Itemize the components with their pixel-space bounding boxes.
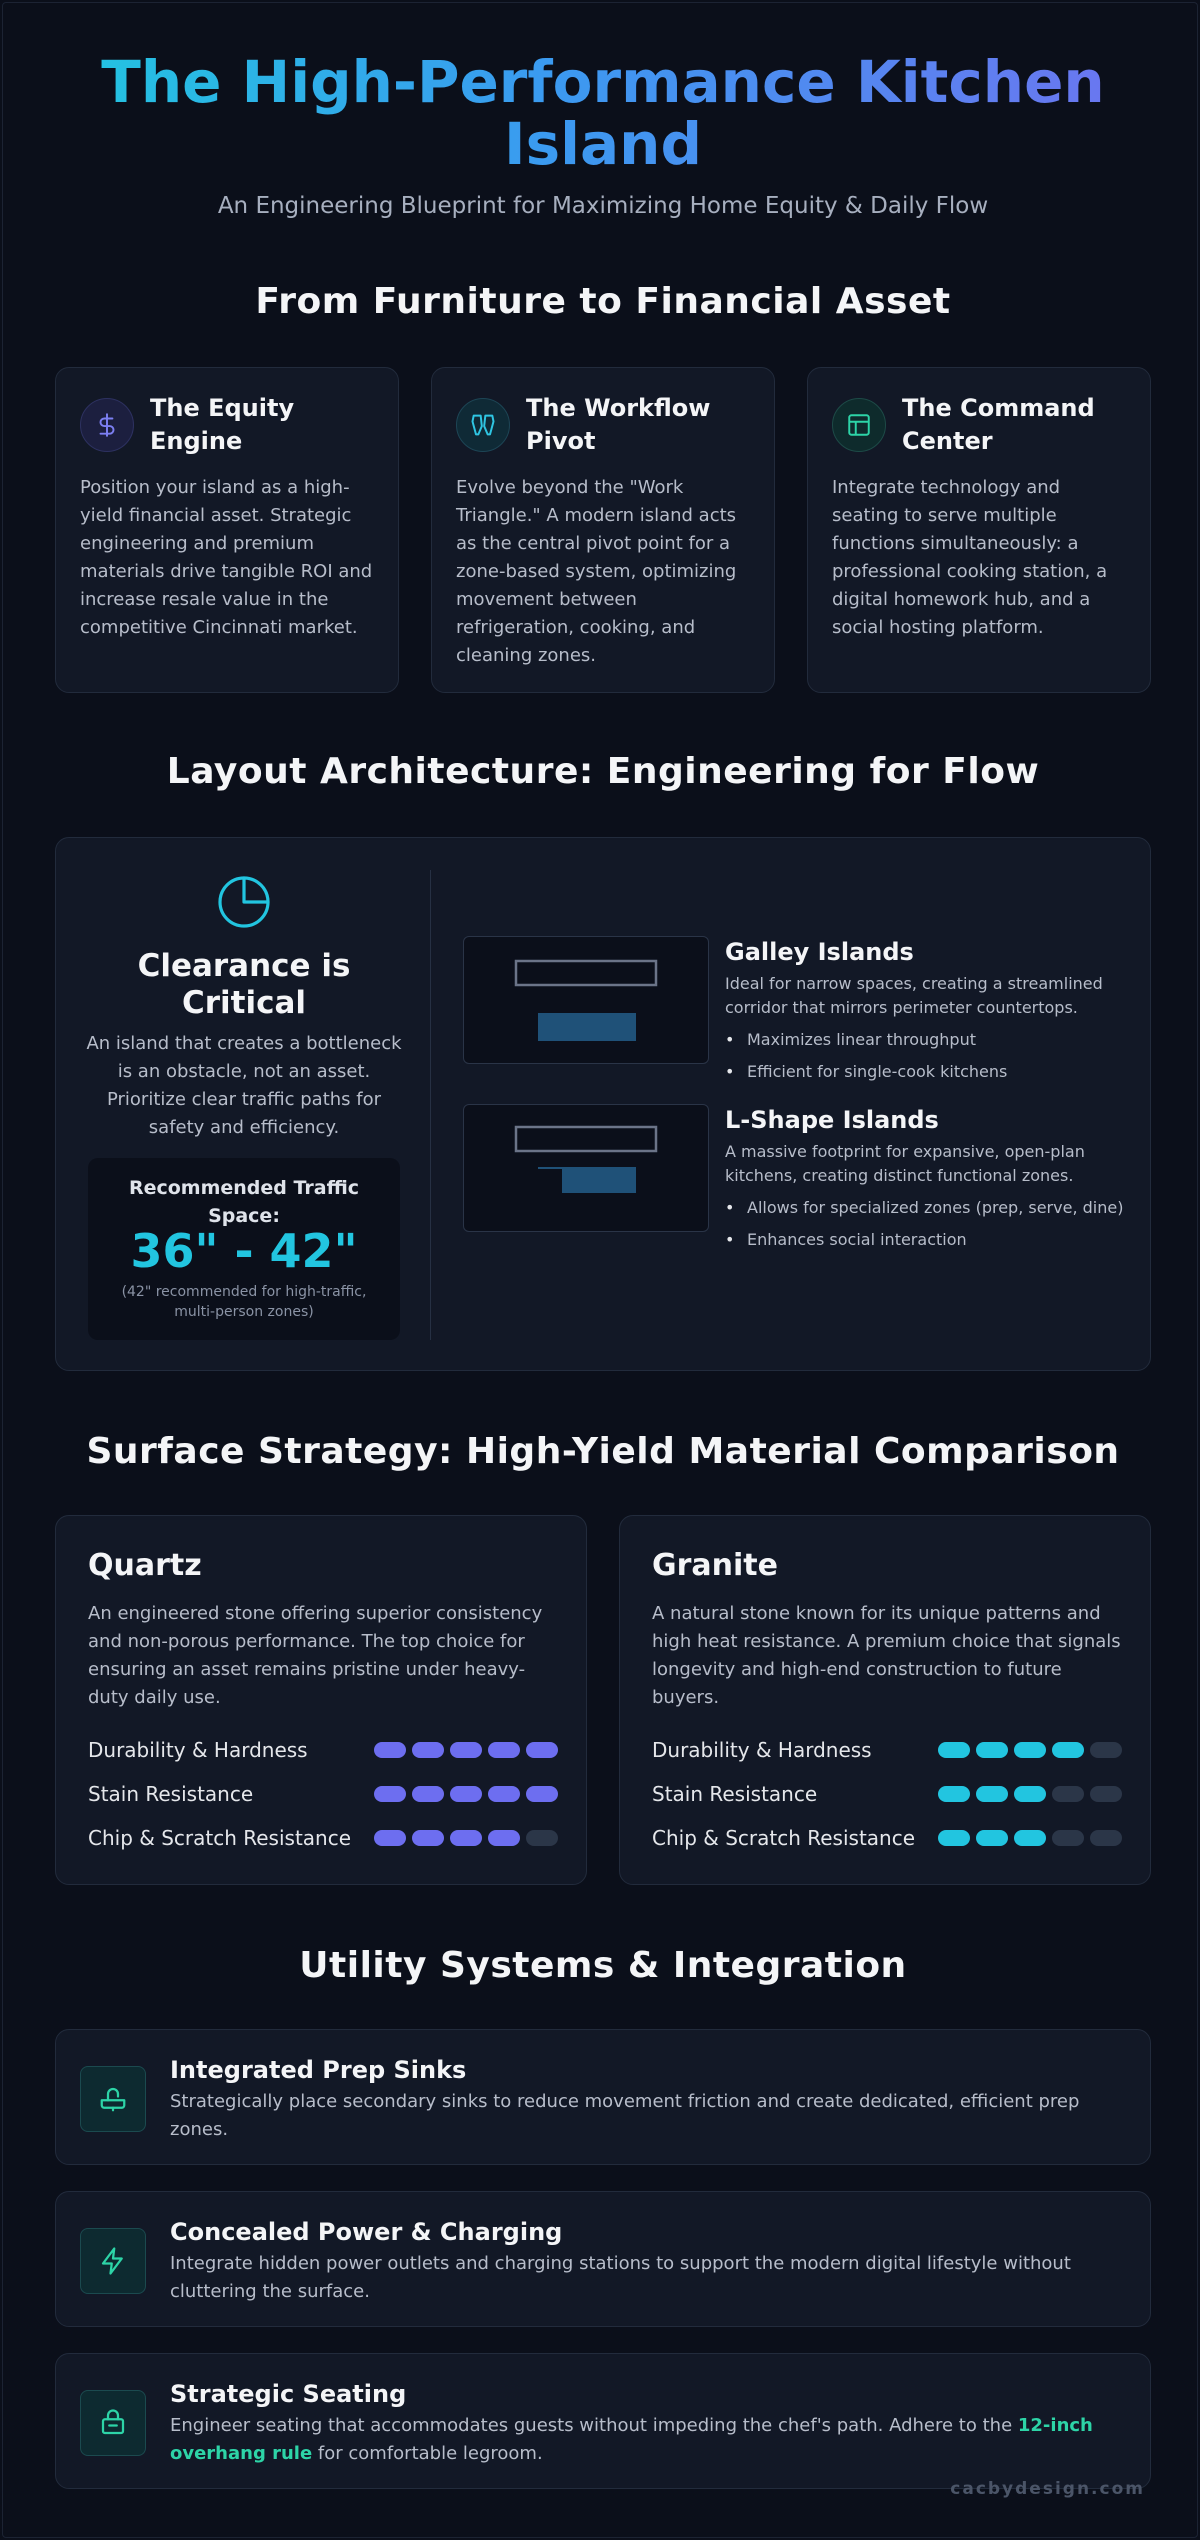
rating-pill-empty: [526, 1830, 558, 1846]
rating-pill-filled: [1014, 1830, 1046, 1846]
pivot-icon: [456, 398, 510, 452]
rating-pill-filled: [450, 1742, 482, 1758]
utility-text: [170, 2412, 1120, 2468]
section-title-layout: Layout Architecture: Engineering for Flow: [166, 751, 1040, 792]
utility-title: Integrated Prep Sinks: [170, 2056, 467, 2084]
divider: [430, 870, 431, 1340]
asset-card-text: Position your island as a high-yield financial asset. Strategic engineering and premium materials drive tangible ROI and increase resale value in the competitive Cincinnati market.: [80, 477, 373, 638]
list-item: • Enhances social interaction: [725, 1228, 1125, 1252]
rating-pill-filled: [1052, 1742, 1084, 1758]
rating-row: [652, 1736, 1122, 1764]
traffic-space-note: (42" recommended for high-traffic, multi-person zones): [121, 1284, 367, 1320]
asset-card-title: The Workflow Pivot: [526, 394, 711, 455]
utility-title: Concealed Power & Charging: [170, 2218, 563, 2246]
rating-pill-empty: [1052, 1830, 1084, 1846]
utility-text: Strategically place secondary sinks to reduce movement friction and create dedicated, efficient prep zones.: [170, 2091, 1080, 2140]
sink-icon: [80, 2066, 146, 2132]
rating-label: Durability & Hardness: [88, 1738, 308, 1762]
rating-pill-filled: [374, 1830, 406, 1846]
section-title-utility: Utility Systems & Integration: [299, 1945, 907, 1986]
galley-title: Galley Islands: [725, 938, 914, 966]
rating-pill-filled: [412, 1830, 444, 1846]
asset-card-equity: [55, 367, 399, 693]
rating-pill-filled: [938, 1786, 970, 1802]
rating-pill-filled: [938, 1830, 970, 1846]
asset-card-title: The Equity Engine: [150, 394, 295, 455]
utility-card-power: [55, 2191, 1151, 2327]
material-title: Granite: [652, 1548, 778, 1583]
material-card-quartz: [55, 1515, 587, 1885]
rating-row: [88, 1736, 558, 1764]
material-desc: A natural stone known for its unique patterns and high heat resistance. A premium choice that signals longevity and high-end construction to future buyers.: [652, 1603, 1121, 1708]
rating-pill-filled: [1014, 1786, 1046, 1802]
rating-label: Chip & Scratch Resistance: [652, 1826, 916, 1850]
asset-card-title: The Command Center: [902, 394, 1095, 455]
rating-label: Stain Resistance: [88, 1782, 254, 1806]
galley-bullets: [725, 1028, 1125, 1092]
pie-chart-icon: [214, 872, 274, 932]
rating-pill-filled: [412, 1786, 444, 1802]
clearance-title: Clearance is Critical: [137, 948, 351, 1021]
rating-pill-filled: [488, 1742, 520, 1758]
page-subtitle: An Engineering Blueprint for Maximizing Home Equity & Daily Flow: [217, 193, 989, 219]
rating-label: Stain Resistance: [652, 1782, 818, 1806]
rating-pill-empty: [1090, 1786, 1122, 1802]
traffic-space-label: Recommended Traffic Space:: [128, 1177, 360, 1227]
asset-card-command: [807, 367, 1151, 693]
clearance-text: An island that creates a bottleneck is an obstacle, not an asset. Prioritize clear traffic paths for safety and efficiency.: [86, 1033, 402, 1138]
rating-row: [652, 1824, 1122, 1852]
material-card-granite: [619, 1515, 1151, 1885]
seat-icon: [80, 2390, 146, 2456]
material-desc: An engineered stone offering superior consistency and non-porous performance. The top choice for ensuring an asset remains pristine under heavy-duty daily use.: [88, 1603, 543, 1708]
rating-label: Durability & Hardness: [652, 1738, 872, 1762]
overhang-rule-highlight: 12-inch overhang rule: [170, 2415, 1093, 2464]
material-title: Quartz: [88, 1548, 202, 1583]
footer-brand: cacbydesign.com: [950, 2479, 1145, 2499]
l-shape-desc: A massive footprint for expansive, open-plan kitchens, creating distinct functional zones.: [725, 1142, 1085, 1185]
asset-card-workflow: [431, 367, 775, 693]
section-title-surface: Surface Strategy: High-Yield Material Comparison: [86, 1431, 1120, 1472]
rating-pill-filled: [526, 1786, 558, 1802]
rating-pill-filled: [976, 1742, 1008, 1758]
list-item: • Maximizes linear throughput: [725, 1028, 1125, 1052]
l-shape-title: L-Shape Islands: [725, 1106, 939, 1134]
lightning-icon: [80, 2228, 146, 2294]
rating-pill-filled: [374, 1742, 406, 1758]
rating-pills: [374, 1786, 558, 1802]
layout-card: [55, 837, 1151, 1371]
rating-pill-filled: [450, 1786, 482, 1802]
section-title-asset: From Furniture to Financial Asset: [255, 281, 951, 322]
page-frame: [2, 2, 1198, 2538]
rating-pills: [374, 1742, 558, 1758]
rating-row: [88, 1780, 558, 1808]
galley-desc: Ideal for narrow spaces, creating a streamlined corridor that mirrors perimeter countertops.: [725, 974, 1103, 1017]
rating-pill-filled: [976, 1830, 1008, 1846]
galley-layout-graphic: [464, 937, 710, 1065]
utility-text-after: for comfortable legroom.: [312, 2443, 543, 2464]
rating-pill-filled: [488, 1786, 520, 1802]
utility-text: Integrate hidden power outlets and charging stations to support the modern digital lifestyle without cluttering the surface.: [170, 2253, 1071, 2302]
rating-pill-filled: [450, 1830, 482, 1846]
galley-diagram: [463, 936, 709, 1064]
rating-pill-empty: [1090, 1742, 1122, 1758]
l-shape-layout-graphic: [464, 1105, 710, 1233]
rating-pill-filled: [488, 1830, 520, 1846]
rating-row: [88, 1824, 558, 1852]
rating-pills: [374, 1830, 558, 1846]
rating-pill-filled: [938, 1742, 970, 1758]
asset-card-text: Evolve beyond the "Work Triangle." A modern island acts as the central pivot point for a zone-based system, optimizing movement between refrigeration, cooking, and cleaning zones.: [456, 477, 737, 666]
rating-pill-filled: [374, 1786, 406, 1802]
rating-label: Chip & Scratch Resistance: [88, 1826, 352, 1850]
layout-icon: [832, 398, 886, 452]
rating-row: [652, 1780, 1122, 1808]
utility-text-before: Engineer seating that accommodates guests without impeding the chef's path. Adhere to the: [170, 2415, 1018, 2436]
rating-pill-filled: [526, 1742, 558, 1758]
l-shape-diagram: [463, 1104, 709, 1232]
rating-pill-filled: [976, 1786, 1008, 1802]
traffic-space-box: [88, 1158, 400, 1340]
rating-pills: [938, 1742, 1122, 1758]
utility-card-sinks: [55, 2029, 1151, 2165]
rating-pills: [938, 1786, 1122, 1802]
traffic-space-value: 36" - 42": [130, 1224, 358, 1278]
list-item: • Allows for specialized zones (prep, serve, dine): [725, 1196, 1125, 1220]
asset-card-text: Integrate technology and seating to serve multiple functions simultaneously: a professional cooking station, a digital homework hub, and a social hosting platform.: [832, 477, 1108, 638]
dollar-icon: [80, 398, 134, 452]
utility-card-seating: [55, 2353, 1151, 2489]
rating-pill-filled: [412, 1742, 444, 1758]
page-title: The High-Performance Kitchen Island: [55, 51, 1151, 175]
rating-pill-filled: [1014, 1742, 1046, 1758]
l-shape-bullets: [725, 1196, 1125, 1260]
rating-pill-empty: [1052, 1786, 1084, 1802]
utility-title: Strategic Seating: [170, 2380, 407, 2408]
list-item: • Efficient for single-cook kitchens: [725, 1060, 1125, 1084]
rating-pills: [938, 1830, 1122, 1846]
rating-pill-empty: [1090, 1830, 1122, 1846]
